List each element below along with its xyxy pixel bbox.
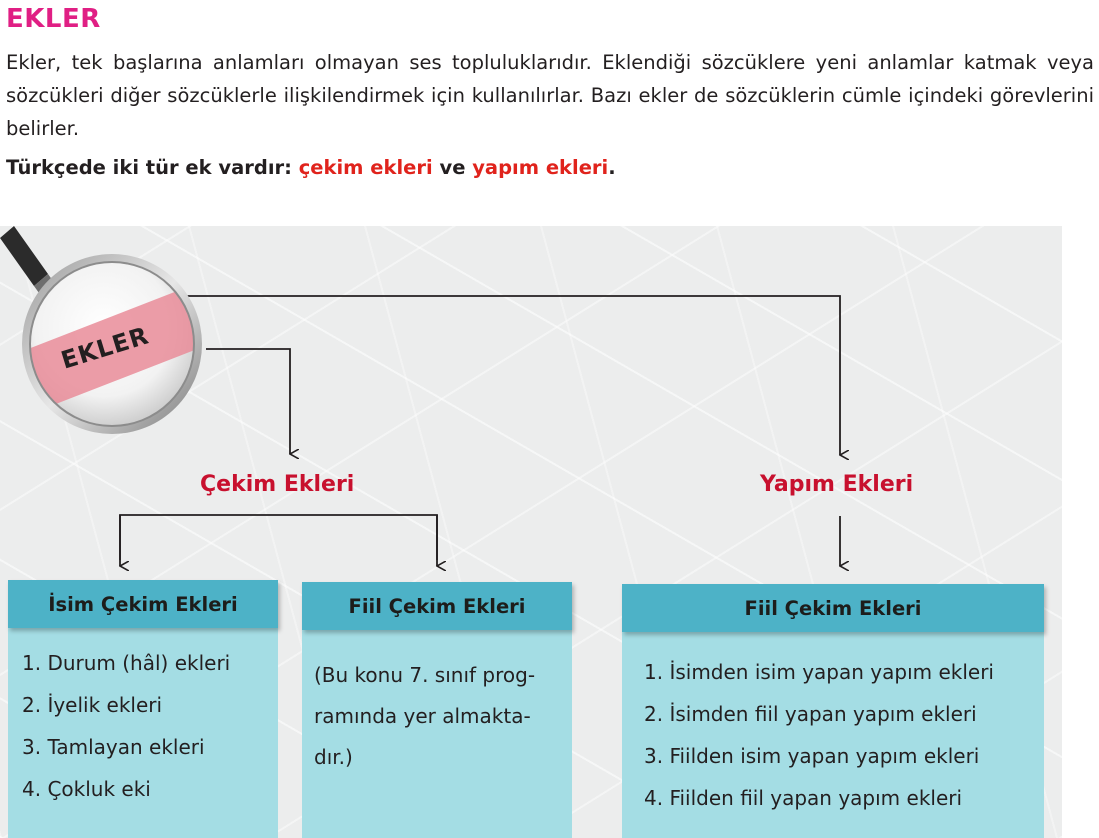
line-to-cekim — [206, 349, 290, 454]
list-item: 1. Durum (hâl) ekleri — [22, 651, 231, 675]
types-prefix: Türkçede iki tür ek vardır: — [6, 156, 299, 179]
yapim-box-header: Fiil Çekim Ekleri — [622, 584, 1044, 632]
fiil-cekim-box — [302, 603, 572, 838]
isim-cekim-box — [8, 603, 278, 838]
intro-paragraph: Ekler, tek başlarına anlamları olmayan ses topluluklarıdır. Eklendiği sözcüklere yeni anlamlar katmak veya sözcükleri diğer sözcüklerle ilişkilendirmek için kullanılırlar. Bazı ekler de sözcüklerin cümle içindeki görevlerini belirler. — [6, 51, 1094, 140]
page-title: EKLER — [6, 4, 101, 34]
types-first: çekim ekleri — [298, 156, 433, 179]
types-second: yapım ekleri — [472, 156, 609, 179]
fiil-cekim-header: Fiil Çekim Ekleri — [302, 582, 572, 630]
list-item: 4. Fiilden fiil yapan yapım ekleri — [644, 786, 963, 810]
isim-cekim-header: İsim Çekim Ekleri — [8, 580, 278, 628]
list-item: 4. Çokluk eki — [22, 777, 151, 801]
fiil-note-line: (Bu konu 7. sınıf prog- — [314, 663, 536, 687]
yapim-list — [622, 604, 1044, 828]
isim-cekim-list — [8, 603, 278, 819]
root-label: EKLER — [57, 321, 153, 375]
line-to-isim — [120, 515, 437, 560]
yapim-title: Yapım Ekleri — [760, 472, 914, 497]
fiil-note-line: dır.) — [314, 745, 353, 769]
connector-lines — [120, 296, 840, 566]
list-item: 2. İyelik ekleri — [22, 693, 163, 717]
list-item: 1. İsimden isim yapan yapım ekleri — [644, 660, 994, 684]
yapim-box — [622, 604, 1044, 838]
list-item: 3. Fiilden isim yapan yapım ekleri — [644, 744, 980, 768]
list-item: 2. İsimden fiil yapan yapım ekleri — [644, 702, 977, 726]
list-item: 3. Tamlayan ekleri — [22, 735, 205, 759]
fiil-note-line: ramında yer almakta- — [314, 704, 531, 728]
line-to-yapim — [178, 296, 840, 455]
types-joiner: ve — [432, 156, 473, 179]
types-suffix: . — [608, 156, 616, 179]
cekim-title: Çekim Ekleri — [200, 472, 355, 497]
